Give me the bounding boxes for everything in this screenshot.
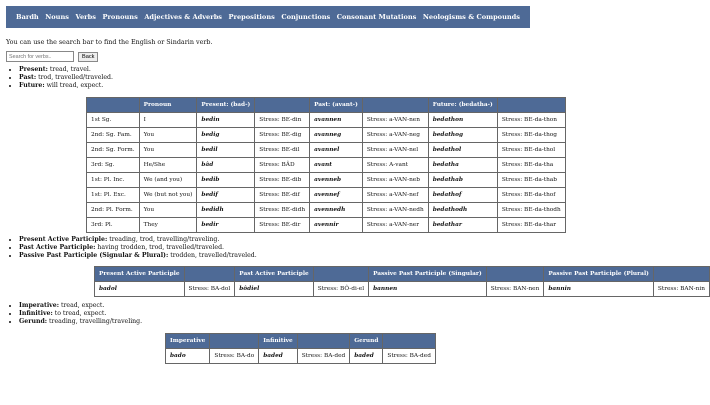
nav-item[interactable]: Verbs bbox=[75, 13, 96, 21]
column-header bbox=[297, 334, 350, 349]
table-cell: bannin bbox=[544, 282, 654, 297]
other-forms-summary-list bbox=[6, 302, 142, 326]
table-cell: 3rd: Sg. bbox=[87, 158, 140, 173]
participle-summary-item-text: trodden, travelled/traveled. bbox=[168, 252, 257, 259]
table-row bbox=[87, 173, 566, 188]
participle-summary-item-label: Past Active Participle: bbox=[19, 244, 96, 251]
search-input[interactable] bbox=[6, 51, 74, 62]
tense-summary-item-text: will tread, expect. bbox=[44, 82, 104, 89]
table-cell: Stress: BA-do bbox=[210, 349, 259, 364]
column-header: Future: (bedatha-) bbox=[428, 98, 497, 113]
table-cell: avannen bbox=[310, 113, 363, 128]
tense-summary-item bbox=[19, 82, 113, 90]
tense-summary-list bbox=[6, 66, 113, 90]
other-form-summary-item bbox=[19, 318, 142, 326]
table-cell: bedin bbox=[197, 113, 255, 128]
table-cell: I bbox=[139, 113, 197, 128]
participle-summary-item-text: having trodden, trod, travelled/traveled. bbox=[95, 244, 225, 251]
table-cell: badol bbox=[95, 282, 185, 297]
column-header: Present: (bad-) bbox=[197, 98, 255, 113]
intro-text: You can use the search bar to find the English or Sindarin verb. bbox=[6, 38, 213, 46]
table-cell: We (and you) bbox=[139, 173, 197, 188]
table-cell: 2nd: Pl. Form. bbox=[87, 203, 140, 218]
column-header bbox=[362, 98, 428, 113]
search-bar bbox=[6, 51, 98, 62]
column-header bbox=[486, 267, 544, 282]
table-cell: Stress: a-VAN-nen bbox=[362, 113, 428, 128]
back-button[interactable]: Back bbox=[78, 52, 98, 62]
column-header bbox=[497, 98, 565, 113]
table-cell: bedig bbox=[197, 128, 255, 143]
column-header: Passive Past Participle (Plural) bbox=[544, 267, 654, 282]
table-cell: Stress: BE-dir bbox=[255, 218, 310, 233]
tense-summary-item-label: Present: bbox=[19, 66, 48, 73]
table-cell: bedathog bbox=[428, 128, 497, 143]
nav-item[interactable]: Bardh bbox=[16, 13, 39, 21]
column-header: Imperative bbox=[166, 334, 210, 349]
table-cell: bedir bbox=[197, 218, 255, 233]
nav-item[interactable]: Conjunctions bbox=[281, 13, 331, 21]
table-cell: avannel bbox=[310, 143, 363, 158]
table-cell: bôdiel bbox=[235, 282, 313, 297]
column-header: Past Active Participle bbox=[235, 267, 313, 282]
participle-summary-item bbox=[19, 244, 257, 252]
table-cell: 2nd: Sg. Fam. bbox=[87, 128, 140, 143]
other-form-summary-item-text: to tread, expect. bbox=[52, 310, 107, 317]
table-cell: They bbox=[139, 218, 197, 233]
table-cell: 3rd: Pl. bbox=[87, 218, 140, 233]
column-header bbox=[210, 334, 259, 349]
top-navigation-bar bbox=[6, 6, 530, 28]
table-cell: Stress: a-VAN-neg bbox=[362, 128, 428, 143]
table-cell: Stress: BE-dib bbox=[255, 173, 310, 188]
table-cell: Stress: a-VAN-nedh bbox=[362, 203, 428, 218]
column-header: Past: (avant-) bbox=[310, 98, 363, 113]
table-cell: avennir bbox=[310, 218, 363, 233]
table-cell: Stress: BA-dol bbox=[184, 282, 235, 297]
table-cell: Stress: a-VAN-nef bbox=[362, 188, 428, 203]
table-cell: Stress: BA-ded bbox=[383, 349, 436, 364]
participles-table bbox=[94, 266, 710, 297]
table-cell: You bbox=[139, 128, 197, 143]
table-cell: Stress: BE-da-tha bbox=[497, 158, 565, 173]
table-cell: avenneb bbox=[310, 173, 363, 188]
nav-item[interactable]: Nouns bbox=[45, 13, 69, 21]
tense-summary-item bbox=[19, 66, 113, 74]
nav-item[interactable]: Adjectives & Adverbs bbox=[144, 13, 223, 21]
table-cell: bedathar bbox=[428, 218, 497, 233]
table-cell: Stress: BE-da-thol bbox=[497, 143, 565, 158]
tense-summary-item-text: trod, travelled/traveled. bbox=[36, 74, 113, 81]
column-header: Present Active Participle bbox=[95, 267, 185, 282]
table-cell: 1st: Pl. Inc. bbox=[87, 173, 140, 188]
table-cell: Stress: BÂD bbox=[255, 158, 310, 173]
nav-item[interactable]: Neologisms & Compounds bbox=[422, 13, 520, 21]
table-cell: bedib bbox=[197, 173, 255, 188]
table-cell: bedathon bbox=[428, 113, 497, 128]
tense-summary-item bbox=[19, 74, 113, 82]
column-header bbox=[87, 98, 140, 113]
participle-summary-item-text: treading, trod, travelling/traveling. bbox=[107, 236, 220, 243]
table-cell: avennef bbox=[310, 188, 363, 203]
other-forms-table bbox=[165, 333, 436, 364]
table-cell: Stress: BE-dig bbox=[255, 128, 310, 143]
table-cell: We (but not you) bbox=[139, 188, 197, 203]
table-cell: bedif bbox=[197, 188, 255, 203]
table-cell: Stress: BE-da-thog bbox=[497, 128, 565, 143]
table-row bbox=[87, 143, 566, 158]
table-cell: Stress: BE-da-thon bbox=[497, 113, 565, 128]
table-cell: bedathab bbox=[428, 173, 497, 188]
conjugation-table bbox=[86, 97, 566, 233]
table-cell: Stress: BAN-nen bbox=[486, 282, 544, 297]
table-row bbox=[87, 218, 566, 233]
table-cell: Stress: BE-da-thof bbox=[497, 188, 565, 203]
other-form-summary-item-text: tread, expect. bbox=[59, 302, 105, 309]
table-cell: baded bbox=[350, 349, 383, 364]
table-cell: Stress: A-vant bbox=[362, 158, 428, 173]
table-cell: You bbox=[139, 143, 197, 158]
table-cell: Stress: a-VAN-neb bbox=[362, 173, 428, 188]
table-cell: Stress: BE-da-thab bbox=[497, 173, 565, 188]
table-cell: avanneg bbox=[310, 128, 363, 143]
other-form-summary-item-label: Infinitive: bbox=[19, 310, 53, 317]
other-form-summary-item-text: treading, travelling/traveling. bbox=[47, 318, 143, 325]
participle-summary-item-label: Present Active Participle: bbox=[19, 236, 108, 243]
table-cell: Stress: a-VAN-ner bbox=[362, 218, 428, 233]
column-header: Passive Past Participle (Singular) bbox=[369, 267, 487, 282]
table-row bbox=[87, 113, 566, 128]
column-header bbox=[184, 267, 235, 282]
column-header bbox=[383, 334, 436, 349]
table-cell: Stress: BE-da-thar bbox=[497, 218, 565, 233]
table-cell: He/She bbox=[139, 158, 197, 173]
column-header: Pronoun bbox=[139, 98, 197, 113]
other-form-summary-item bbox=[19, 310, 142, 318]
table-cell: 2nd: Sg. Form. bbox=[87, 143, 140, 158]
other-form-summary-item bbox=[19, 302, 142, 310]
participle-summary-item bbox=[19, 236, 257, 244]
nav-item[interactable]: Pronouns bbox=[102, 13, 138, 21]
table-cell: Stress: BÔ-di-el bbox=[313, 282, 368, 297]
table-cell: bedathodh bbox=[428, 203, 497, 218]
table-cell: bâd bbox=[197, 158, 255, 173]
table-row bbox=[87, 188, 566, 203]
nav-item[interactable]: Consonant Mutations bbox=[336, 13, 417, 21]
column-header bbox=[313, 267, 368, 282]
table-row bbox=[87, 203, 566, 218]
participles-summary-list bbox=[6, 236, 257, 260]
table-cell: You bbox=[139, 203, 197, 218]
table-cell: avennedh bbox=[310, 203, 363, 218]
table-cell: Stress: BAN-nin bbox=[653, 282, 709, 297]
table-cell: 1st: Pl. Exc. bbox=[87, 188, 140, 203]
table-cell: bedathol bbox=[428, 143, 497, 158]
other-form-summary-item-label: Imperative: bbox=[19, 302, 59, 309]
table-cell: Stress: a-VAN-nel bbox=[362, 143, 428, 158]
table-cell: bado bbox=[166, 349, 210, 364]
table-cell: avant bbox=[310, 158, 363, 173]
table-cell: bedathof bbox=[428, 188, 497, 203]
table-cell: Stress: BA-ded bbox=[297, 349, 350, 364]
column-header: Infinitive bbox=[259, 334, 298, 349]
tense-summary-item-label: Future: bbox=[19, 82, 45, 89]
table-cell: Stress: BE-dil bbox=[255, 143, 310, 158]
nav-item[interactable]: Prepositions bbox=[228, 13, 275, 21]
table-cell: Stress: BE-dif bbox=[255, 188, 310, 203]
table-row bbox=[87, 128, 566, 143]
table-cell: bannen bbox=[369, 282, 487, 297]
tense-summary-item-text: tread, travel. bbox=[47, 66, 91, 73]
table-cell: Stress: BE-da-thodh bbox=[497, 203, 565, 218]
table-cell: Stress: BE-din bbox=[255, 113, 310, 128]
column-header bbox=[653, 267, 709, 282]
table-cell: bedil bbox=[197, 143, 255, 158]
column-header: Gerund bbox=[350, 334, 383, 349]
tense-summary-item-label: Past: bbox=[19, 74, 37, 81]
table-cell: bedidh bbox=[197, 203, 255, 218]
other-form-summary-item-label: Gerund: bbox=[19, 318, 48, 325]
participle-summary-item bbox=[19, 252, 257, 260]
table-cell: baded bbox=[259, 349, 298, 364]
table-cell: bedatha bbox=[428, 158, 497, 173]
column-header bbox=[255, 98, 310, 113]
table-cell: 1st Sg. bbox=[87, 113, 140, 128]
table-row bbox=[87, 158, 566, 173]
table-cell: Stress: BE-didh bbox=[255, 203, 310, 218]
participle-summary-item-label: Passive Past Participle (Signular & Plural): bbox=[19, 252, 169, 259]
